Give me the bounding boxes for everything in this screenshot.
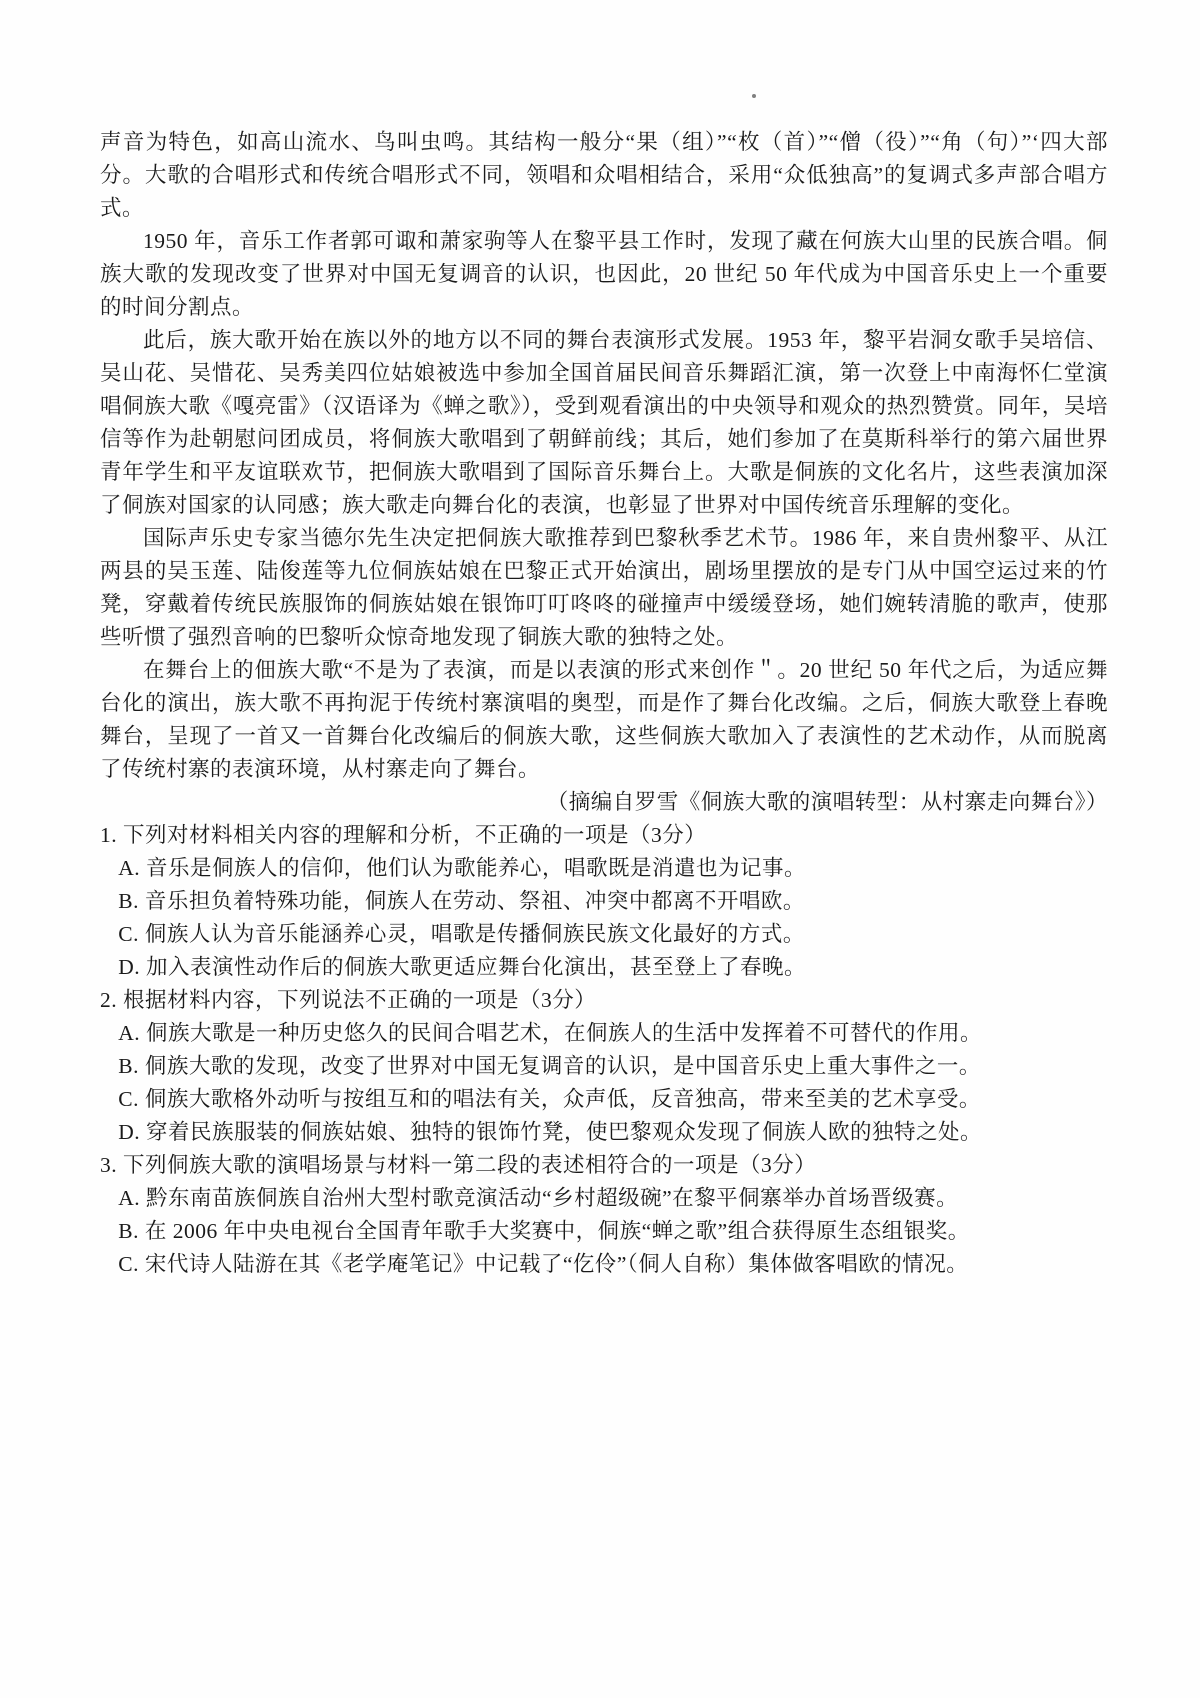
scan-artifact-dot bbox=[752, 94, 756, 98]
paragraph-stage-adaptation: 在舞台上的佃族大歌“不是为了表演，而是以表演的形式来创作＂。20 世纪 50 年代之后，为适应舞台化的演出，族大歌不再拘泥于传统村寨演唱的奥型，而是作了舞台化改编。之后，侗族大歌登上春晚舞台，呈现了一首又一首舞台化改编后的侗族大歌，这些侗族大歌加入了表演性的艺术动作，从而脱离了传统村寨的表演环境，从村寨走向了舞台。 bbox=[100, 658, 1108, 781]
question-1-option-d: D. 加入表演性动作后的侗族大歌更适应舞台化演出，甚至登上了春晚。 bbox=[118, 955, 807, 979]
question-3 bbox=[100, 1149, 1108, 1281]
question-1-option-b: B. 音乐担负着特殊功能，侗族人在劳动、祭祖、冲突中都离不开唱欧。 bbox=[118, 889, 805, 913]
paragraph-continuation: 声音为特色，如高山流水、鸟叫虫鸣。其结构一般分“果（组）”“枚（首）”“僧（役）”“角（句）”‘四大部分。大歌的合唱形式和传统合唱形式不同，领唱和众唱相结合，采用“众低独高”的复调式多声部合唱方式。 bbox=[100, 130, 1108, 220]
paragraph-1950: 1950 年，音乐工作者郭可诹和萧家驹等人在黎平县工作时，发现了藏在何族大山里的民族合唱。侗族大歌的发现改变了世界对中国无复调音的认识，也因此，20 世纪 50 年代成为中国音乐史上一个重要的时间分割点。 bbox=[100, 229, 1108, 319]
question-2 bbox=[100, 984, 1108, 1149]
question-3-stem: 3. 下列侗族大歌的演唱场景与材料一第二段的表述相符合的一项是（3分） bbox=[100, 1153, 817, 1177]
question-2-option-d: D. 穿着民族服装的侗族姑娘、独特的银饰竹凳，使巴黎观众发现了侗族人欧的独特之处。 bbox=[118, 1120, 983, 1144]
paragraph-stage-development: 此后，族大歌开始在族以外的地方以不同的舞台表演形式发展。1953 年，黎平岩洞女歌手吴培信、吴山花、吴惜花、吴秀美四位姑娘被选中参加全国首届民间音乐舞蹈汇演，第一次登上中南海怀仁堂演唱侗族大歌《嘎亮雷》（汉语译为《蝉之歌》），受到观看演出的中央领导和观众的热烈赞赏。同年，吴培信等作为赴朝慰问团成员，将侗族大歌唱到了朝鲜前线；其后，她们参加了在莫斯科举行的第六届世界青年学生和平友谊联欢节，把侗族大歌唱到了国际音乐舞台上。大歌是侗族的文化名片，这些表演加深了侗族对国家的认同感；族大歌走向舞台化的表演，也彰显了世界对中国传统音乐理解的变化。 bbox=[100, 328, 1108, 517]
question-2-stem: 2. 根据材料内容，下列说法不正确的一项是（3分） bbox=[100, 988, 597, 1012]
paragraph-paris: 国际声乐史专家当德尔先生决定把侗族大歌推荐到巴黎秋季艺术节。1986 年，来自贵州黎平、从江两县的吴玉莲、陆俊莲等九位侗族姑娘在巴黎正式开始演出，剧场里摆放的是专门从中国空运过来的竹凳，穿戴着传统民族服饰的侗族姑娘在银饰叮叮咚咚的碰撞声中缓缓登场，她们婉转清脆的歌声，使那些听惯了强烈音响的巴黎听众惊奇地发现了铜族大歌的独特之处。 bbox=[100, 526, 1108, 649]
question-2-option-a: A. 侗族大歌是一种历史悠久的民间合唱艺术，在侗族人的生活中发挥着不可替代的作用。 bbox=[118, 1021, 983, 1045]
question-3-option-b: B. 在 2006 年中央电视台全国青年歌手大奖赛中，侗族“蝉之歌”组合获得原生态组银奖。 bbox=[118, 1219, 970, 1243]
exam-body-text bbox=[100, 126, 1108, 1281]
question-1-stem: 1. 下列对材料相关内容的理解和分析，不正确的一项是（3分） bbox=[100, 823, 707, 847]
attribution: （摘编自罗雪《侗族大歌的演唱转型：从村寨走向舞台》） bbox=[546, 790, 1108, 814]
question-3-option-c: C. 宋代诗人陆游在其《老学庵笔记》中记载了“仡伶”（侗人自称）集体做客唱欧的情况。 bbox=[118, 1252, 969, 1276]
question-1 bbox=[100, 819, 1108, 984]
question-1-option-c: C. 侗族人认为音乐能涵养心灵，唱歌是传播侗族民族文化最好的方式。 bbox=[118, 922, 805, 946]
question-3-option-a: A. 黔东南苗族侗族自治州大型村歌竞演活动“乡村超级碗”在黎平侗寨举办首场晋级赛。 bbox=[118, 1186, 959, 1210]
question-2-option-b: B. 侗族大歌的发现，改变了世界对中国无复调音的认识，是中国音乐史上重大事件之一。 bbox=[118, 1054, 981, 1078]
question-2-option-c: C. 侗族大歌格外动听与按组互和的唱法有关，众声低，反音独高，带来至美的艺术享受。 bbox=[118, 1087, 981, 1111]
question-1-option-a: A. 音乐是侗族人的信仰，他们认为歌能养心，唱歌既是消遣也为记事。 bbox=[118, 856, 807, 880]
